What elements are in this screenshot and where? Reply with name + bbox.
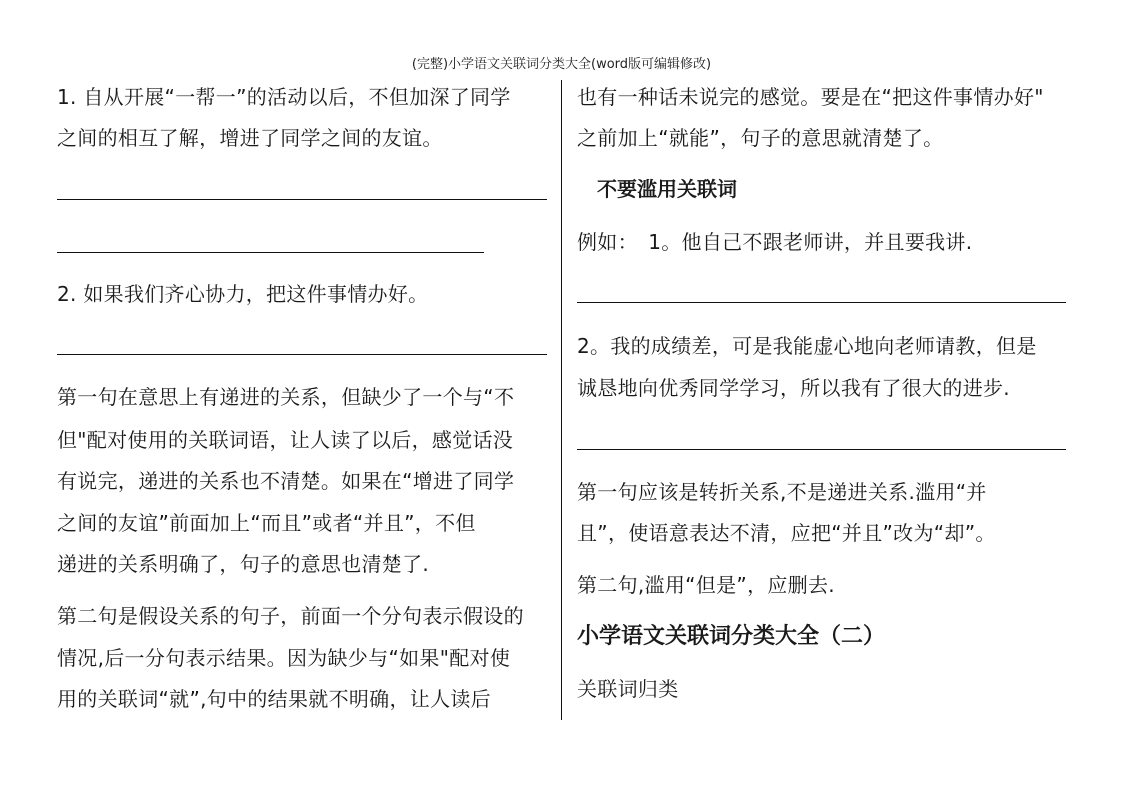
example-2-line-2: 诚恳地向优秀同学学习，所以我有了很大的进步. (577, 376, 1010, 400)
example-1: 例如： 1。他自己不跟老师讲，并且要我讲. (577, 230, 973, 254)
page-header: (完整)小学语文关联词分类大全(word版可编辑修改) (411, 57, 712, 72)
answer-line (57, 252, 484, 253)
analysis-line-3: 第二句,滥用“但是”，应删去. (577, 573, 835, 597)
explanation-2-line-3: 用的关联词“就”,句中的结果就不明确，让人读后 (57, 687, 491, 711)
answer-line (57, 354, 547, 355)
explanation-2-line-1: 第二句是假设关系的句子，前面一个分句表示假设的 (57, 604, 524, 628)
explanation-1-line-2: 但"配对使用的关联词语，让人读了以后，感觉话没 (57, 428, 514, 452)
analysis-line-1: 第一句应该是转折关系,不是递进关系.滥用“并 (577, 480, 987, 504)
continuation-line-2: 之前加上“就能”，句子的意思就清楚了。 (577, 126, 944, 150)
continuation-line-1: 也有一种话未说完的感觉。要是在“把这件事情办好" (577, 85, 1044, 109)
column-divider (561, 80, 562, 720)
answer-line (577, 449, 1066, 450)
explanation-1-line-1: 第一句在意思上有递进的关系，但缺少了一个与“不 (57, 385, 515, 409)
example-2-line-1: 2。我的成绩差，可是我能虚心地向老师请教，但是 (577, 334, 1037, 358)
subtitle: 关联词归类 (577, 677, 679, 701)
question-2-line-1: 2. 如果我们齐心协力，把这件事情办好。 (57, 282, 429, 306)
explanation-2-line-2: 情况,后一分句表示结果。因为缺少与“如果"配对使 (57, 646, 511, 670)
question-1-line-1: 1. 自从开展“一帮一”的活动以后，不但加深了同学 (57, 85, 511, 109)
explanation-1-line-4: 之间的友谊”前面加上“而且”或者“并且”，不但 (57, 511, 476, 535)
answer-line (577, 302, 1066, 303)
analysis-line-2: 且”，使语意表达不清，应把“并且”改为“却”。 (577, 521, 996, 545)
explanation-1-line-5: 递进的关系明确了，句子的意思也清楚了. (57, 552, 430, 576)
section-heading: 不要滥用关联词 (597, 177, 737, 201)
section-title-2: 小学语文关联词分类大全（二） (577, 624, 886, 649)
question-1-line-2: 之间的相互了解，增进了同学之间的友谊。 (57, 126, 443, 150)
explanation-1-line-3: 有说完，递进的关系也不清楚。如果在“增进了同学 (57, 469, 515, 493)
answer-line (57, 199, 547, 200)
